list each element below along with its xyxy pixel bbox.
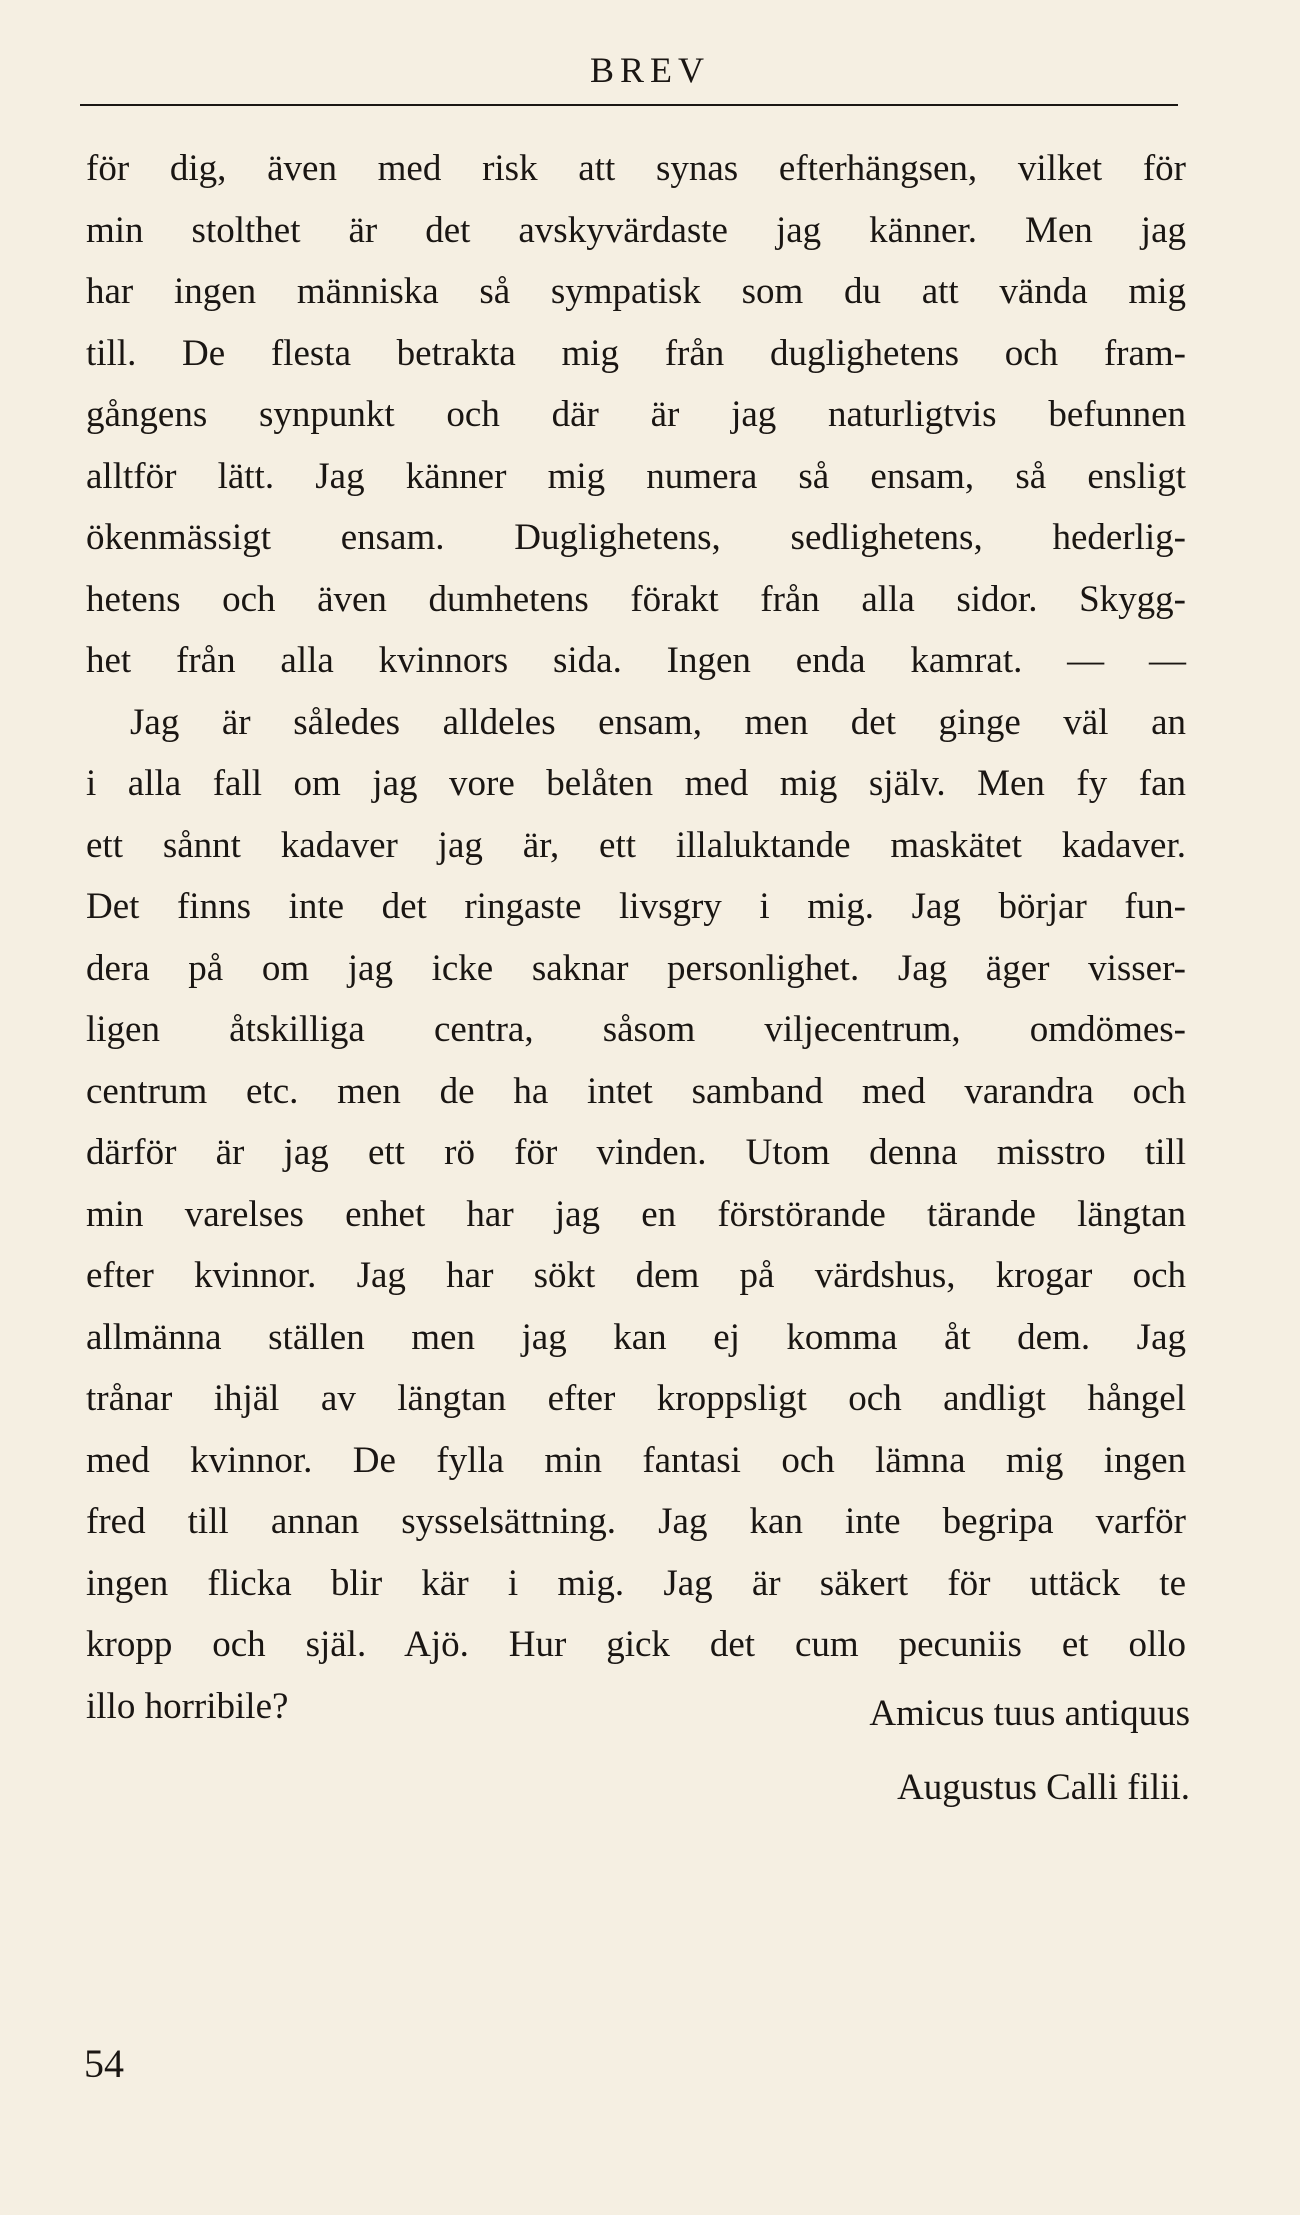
text-line: min stolthet är det avskyvärdaste jag känner. Men jag <box>86 209 1186 251</box>
text-line: därför är jag ett rö för vinden. Utom denna misstro till <box>86 1132 1186 1173</box>
text-line: för dig, även med risk att synas efterhängsen, vilket för <box>86 148 1186 189</box>
text-line: ligen åtskilliga centra, såsom viljecentrum, omdömes- <box>86 1009 1186 1050</box>
text-line: ökenmässigt ensam. Duglighetens, sedlighetens, hederlig- <box>86 517 1186 558</box>
text-line: alltför lätt. Jag känner mig numera så ensam, så ensligt <box>86 455 1186 497</box>
text-line: het från alla kvinnors sida. Ingen enda kamrat. — — <box>86 640 1186 681</box>
text-line: fred till annan sysselsättning. Jag kan inte begripa varför <box>86 1501 1186 1542</box>
text-line: Jag är således alldeles ensam, men det ginge väl an <box>130 701 1186 743</box>
text-line: ett sånnt kadaver jag är, ett illaluktande maskätet kadaver. <box>86 824 1186 866</box>
text-line: i alla fall om jag vore belåten med mig själv. Men fy fan <box>86 763 1186 804</box>
running-head: BREV <box>589 50 710 90</box>
text-line: min varelses enhet har jag en förstörande tärande längtan <box>86 1193 1186 1235</box>
text-line: Det finns inte det ringaste livsgry i mig. Jag börjar fun- <box>86 886 1186 927</box>
text-line: trånar ihjäl av längtan efter kroppsligt och andligt hångel <box>86 1378 1186 1419</box>
signature-name: Augustus Calli filii. <box>897 1767 1190 1808</box>
text-line: allmänna ställen men jag kan ej komma åt dem. Jag <box>86 1316 1186 1358</box>
signature-closing: Amicus tuus antiquus <box>869 1693 1190 1734</box>
text-line: till. De flesta betrakta mig från duglighetens och fram- <box>86 332 1186 374</box>
text-line: dera på om jag icke saknar personlighet. Jag äger visser- <box>86 947 1186 989</box>
header-rule <box>80 104 1178 106</box>
text-line: hetens och även dumhetens förakt från alla sidor. Skygg- <box>86 578 1186 620</box>
text-line: gångens synpunkt och där är jag naturligtvis befunnen <box>86 394 1186 435</box>
text-line: centrum etc. men de ha intet samband med varandra och <box>86 1070 1186 1112</box>
text-line: med kvinnor. De fylla min fantasi och lämna mig ingen <box>86 1439 1186 1481</box>
letter-body <box>86 138 1186 1737</box>
text-line: har ingen människa så sympatisk som du att vända mig <box>86 271 1186 312</box>
page-number: 54 <box>84 2041 124 2086</box>
text-line: efter kvinnor. Jag har sökt dem på värdshus, krogar och <box>86 1255 1186 1296</box>
text-line: kropp och själ. Ajö. Hur gick det cum pecuniis et ollo <box>86 1624 1186 1665</box>
text-line: ingen flicka blir kär i mig. Jag är säkert för uttäck te <box>86 1562 1186 1604</box>
text-line: illo horribile? <box>86 1685 289 1727</box>
